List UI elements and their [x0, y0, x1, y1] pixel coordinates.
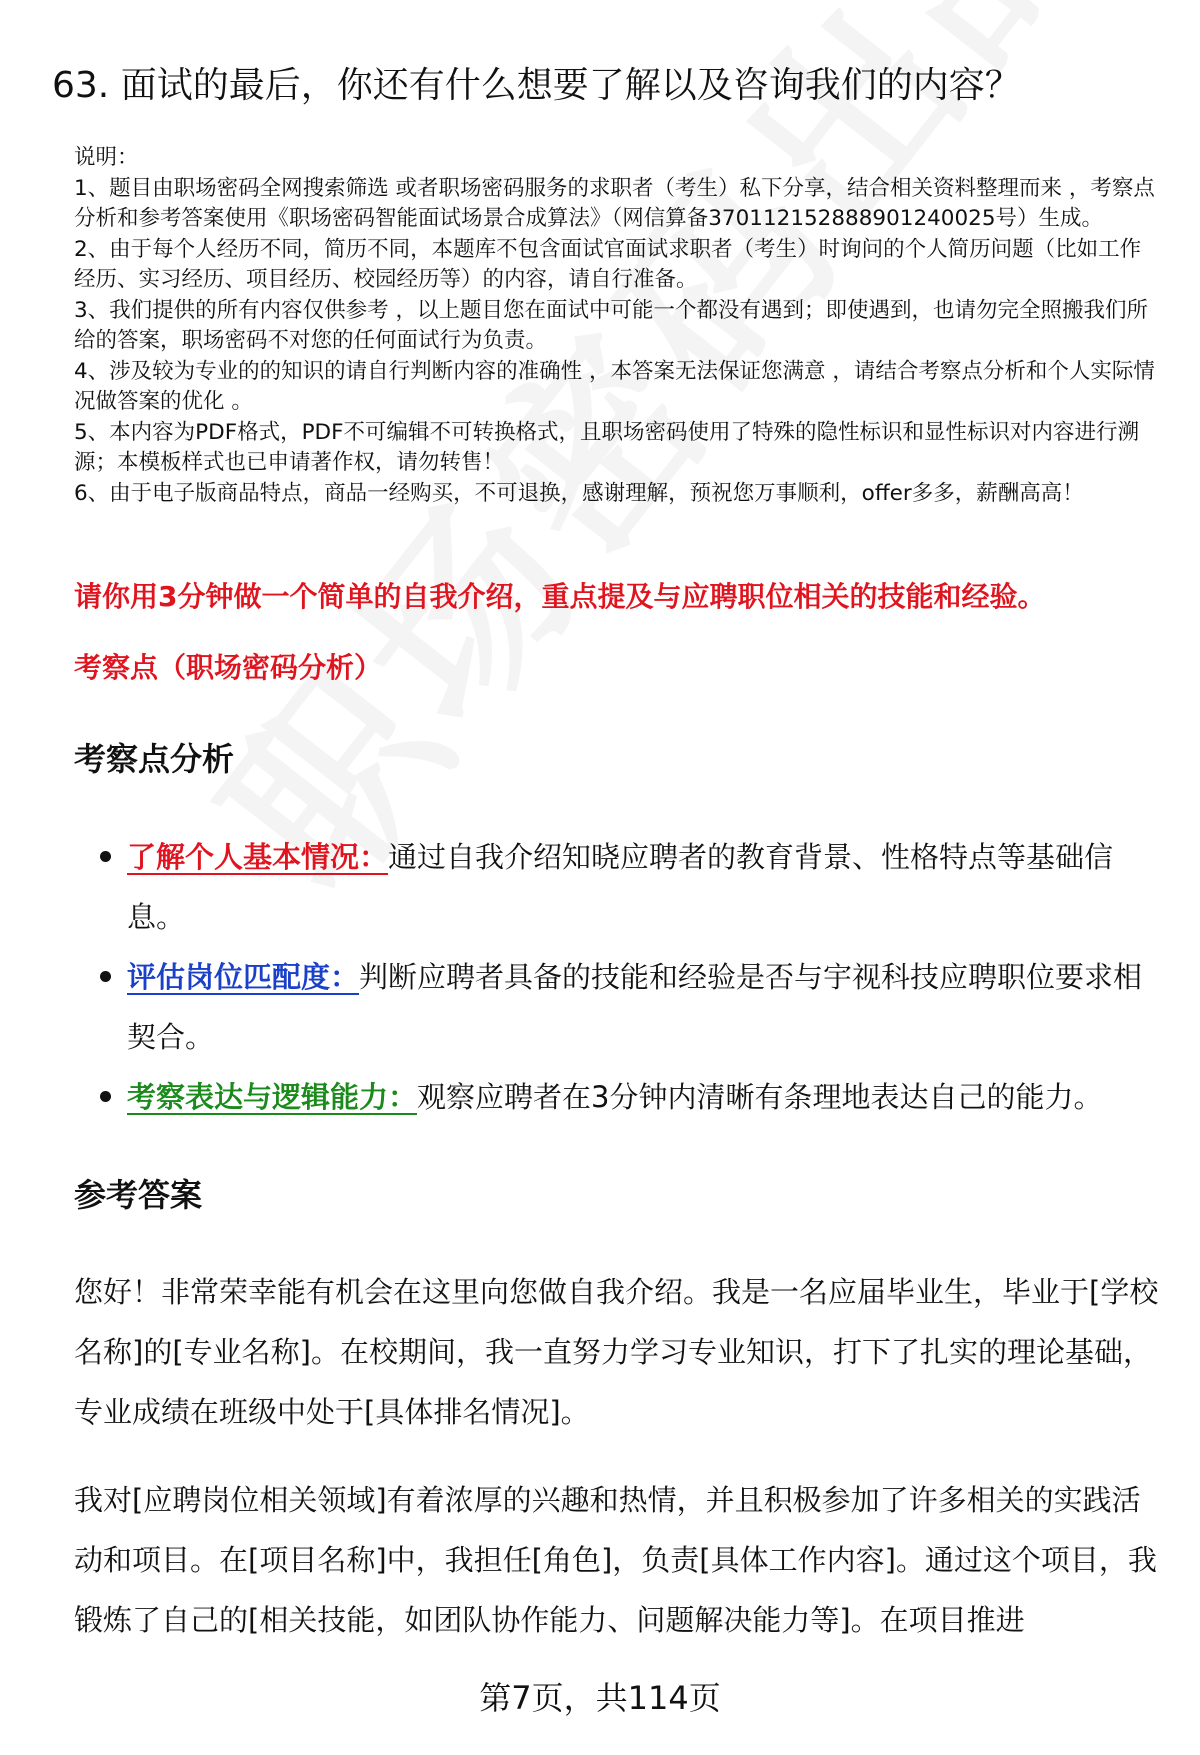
- analysis-item: [100, 1067, 1160, 1127]
- notes-line: 2、由于每个人经历不同，简历不同，本题库不包含面试官面试求职者（考生）时询问的个人简历问题（比如工作经历、实习经历、项目经历、校园经历等）的内容，请自行准备。: [74, 236, 1142, 292]
- analysis-item: [100, 827, 1160, 947]
- analysis-item: [100, 947, 1160, 1067]
- notes-line: 6、由于电子版商品特点，商品一经购买，不可退换，感谢理解，预祝您万事顺利，offer多多，薪酬高高！: [74, 480, 1084, 506]
- bullet-dot-icon: [100, 971, 111, 982]
- analysis-item-label: 了解个人基本情况：: [127, 840, 389, 874]
- analysis-list: [100, 827, 1160, 1127]
- notes-section: [74, 143, 1159, 509]
- analysis-subtitle: 考察点（职场密码分析）: [74, 651, 383, 684]
- interview-question: 请你用3分钟做一个简单的自我介绍，重点提及与应聘职位相关的技能和经验。: [74, 580, 1046, 613]
- analysis-item-label: 考察表达与逻辑能力：: [127, 1080, 418, 1114]
- notes-line: 4、涉及较为专业的的知识的请自行判断内容的准确性 ，本答案无法保证您满意 ，请结合考察点分析和个人实际情况做答案的优化 。: [74, 358, 1155, 414]
- analysis-item-text: 判断应聘者具备的技能和经验是否与宇视科技应聘职位要求相契合。: [127, 960, 1143, 1054]
- answer-paragraph: 您好！非常荣幸能有机会在这里向您做自我介绍。我是一名应届毕业生，毕业于[学校名称]的[专业名称]。在校期间，我一直努力学习专业知识，打下了扎实的理论基础，专业成绩在班级中处于[具体排名情况]。: [74, 1275, 1159, 1429]
- bullet-dot-icon: [100, 1091, 111, 1102]
- bullet-dot-icon: [100, 851, 111, 862]
- analysis-item-label: 评估岗位匹配度：: [127, 960, 360, 994]
- answer-body: [74, 1262, 1159, 1678]
- analysis-item-text: 观察应聘者在3分钟内清晰有条理地表达自己的能力。: [417, 1080, 1103, 1114]
- notes-line: 1、题目由职场密码全网搜索筛选 或者职场密码服务的求职者（考生）私下分享，结合相关资料整理而来 ，考察点分析和参考答案使用《职场密码智能面试场景合成算法》（网信算备370112152888901240025号）生成。: [74, 175, 1155, 231]
- notes-line: 5、本内容为PDF格式，PDF不可编辑不可转换格式，且职场密码使用了特殊的隐性标识和显性标识对内容进行溯源；本模板样式也已申请著作权，请勿转售！: [74, 419, 1139, 475]
- answer-paragraph: 我对[应聘岗位相关领域]有着浓厚的兴趣和热情，并且积极参加了许多相关的实践活动和项目。在[项目名称]中，我担任[角色]，负责[具体工作内容]。通过这个项目，我锻炼了自己的[相关技能，如团队协作能力、问题解决能力等]。在项目推进: [74, 1483, 1157, 1637]
- page-footer: 第7页，共114页: [479, 1679, 721, 1717]
- notes-line: 3、我们提供的所有内容仅供参考 ，以上题目您在面试中可能一个都没有遇到；即使遇到，也请勿完全照搬我们所给的答案，职场密码不对您的任何面试行为负责。: [74, 297, 1149, 353]
- question-title: 63. 面试的最后，你还有什么想要了解以及咨询我们的内容？: [52, 65, 1021, 106]
- analysis-heading: 考察点分析: [74, 740, 235, 778]
- answer-heading: 参考答案: [74, 1176, 203, 1214]
- analysis-item-text: 通过自我介绍知晓应聘者的教育背景、性格特点等基础信息。: [127, 840, 1114, 934]
- notes-line: 说明：: [74, 145, 139, 170]
